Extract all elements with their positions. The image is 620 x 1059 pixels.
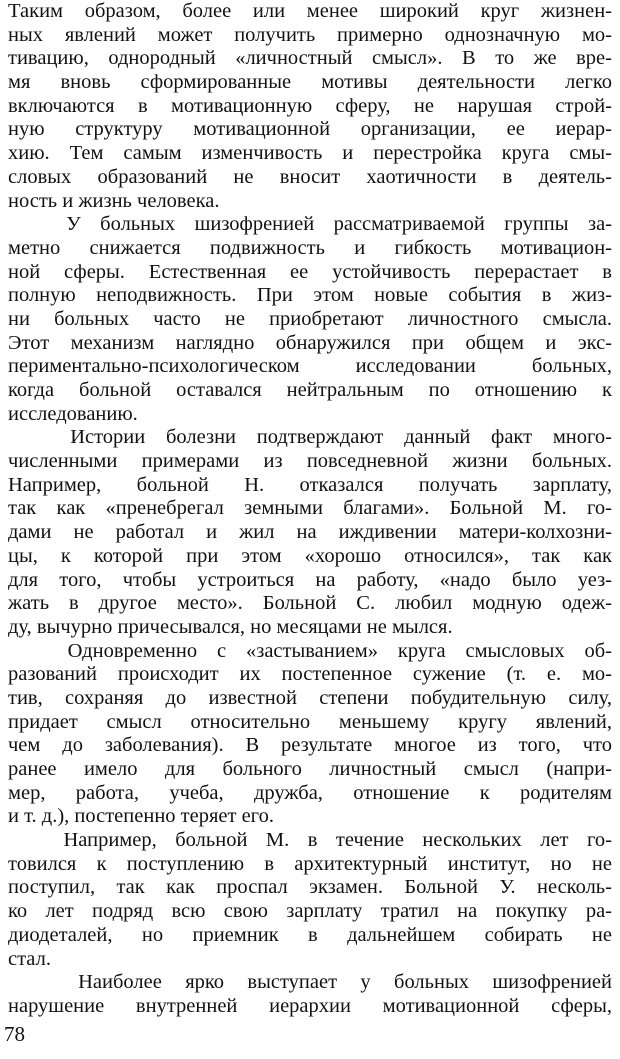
text-line: тив, сохраняя до известной степени побудительную силу, [8, 686, 612, 709]
text-line: Например, больной Н. отказался получать зарплату, [8, 473, 612, 496]
text-line: мер, работа, учеба, дружба, отношение к родителям [8, 781, 612, 804]
text-line: жать в другое место». Больной С. любил модную одеж- [8, 592, 612, 615]
text-line: ную структуру мотивационной организации, ее иерар- [8, 118, 612, 141]
text-line: ной сферы. Естественная ее устойчивость перерастает в [8, 260, 612, 283]
body-text [8, 0, 612, 1019]
text-line: полную неподвижность. При этом новые события в жиз- [8, 284, 612, 307]
text-line: периментально-психологическом исследовании больных, [8, 355, 612, 378]
text-line: ко лет подряд всю свою зарплату тратил на покупку ра- [8, 900, 612, 923]
text-line: Таким образом, более или менее широкий круг жизнен- [8, 0, 612, 22]
text-line: ни больных часто не приобретают личностного смысла. [8, 307, 612, 330]
text-line: Одновременно с «застыванием» круга смысловых об- [8, 639, 612, 662]
text-line: разований происходит их постепенное сужение (т. е. мо- [8, 663, 612, 686]
text-line: когда больной оставался нейтральным по отношению к [8, 379, 612, 401]
text-line: товился к поступлению в архитектурный институт, но не [8, 852, 612, 875]
text-line: тивацию, однородный «личностный смысл». В то же вре- [8, 47, 612, 70]
text-line: поступил, так как проспал экзамен. Больной У. несколь- [8, 876, 612, 899]
text-line: У больных шизофренией рассматриваемой группы за- [8, 213, 612, 236]
text-line: хию. Тем самым изменчивость и перестройка круга смы- [8, 142, 612, 165]
text-line: исследованию. [8, 402, 138, 425]
text-line: чем до заболевания). В результате многое из того, что [8, 734, 612, 757]
text-line: ду, вычурно причесывался, но месяцами не мылся. [8, 615, 453, 638]
text-line: диодеталей, но приемник в дальнейшем собирать не [8, 923, 612, 946]
text-line: численными примерами из повседневной жизни больных. [8, 450, 612, 473]
text-line: так как «пренебрегал земными благами». Больной М. го- [8, 497, 612, 520]
text-line: цы, к которой при этом «хорошо относился», так как [8, 544, 612, 567]
text-line: мя вновь сформированные мотивы деятельности легко [8, 71, 612, 94]
text-line: ность и жизнь человека. [8, 189, 220, 212]
text-line: стал. [8, 947, 51, 970]
text-line: метно снижается подвижность и гибкость мотивацион- [8, 236, 612, 259]
page-number: 78 [4, 1022, 25, 1046]
text-line: Этот механизм наглядно обнаружился при общем и экс- [8, 331, 612, 354]
text-line: для того, чтобы устроиться на работу, «надо было уез- [8, 568, 612, 591]
text-line: ных явлений может получить примерно однозначную мо- [8, 23, 612, 46]
text-line: и т. д.), постепенно теряет его. [8, 805, 274, 828]
text-line: дами не работал и жил на иждивении матери-колхозни- [8, 521, 612, 544]
text-line: ранее имело для больного личностный смысл (напри- [8, 758, 612, 780]
text-line: придает смысл относительно меньшему кругу явлений, [8, 710, 612, 733]
text-line: нарушение внутренней иерархии мотивационной сферы, [8, 994, 612, 1017]
text-line: Наиболее ярко выступает у больных шизофренией [8, 971, 612, 994]
text-line: словых образований не вносит хаотичности в деятель- [8, 165, 612, 188]
text-line: включаются в мотивационную сферу, не нарушая строй- [8, 94, 612, 117]
text-line: Например, больной М. в течение нескольких лет го- [8, 829, 612, 852]
text-line: Истории болезни подтверждают данный факт много- [8, 426, 612, 449]
